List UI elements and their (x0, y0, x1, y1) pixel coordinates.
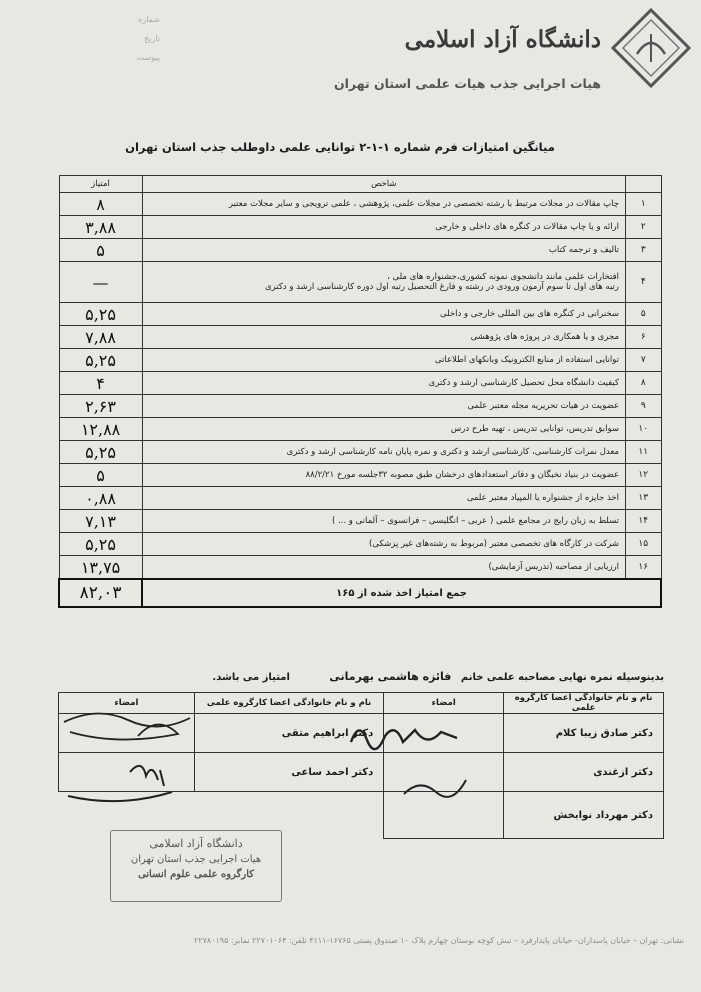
result-statement (60, 670, 664, 683)
university-name: دانشگاه آزاد اسلامی (404, 26, 601, 53)
table-row (59, 262, 661, 303)
university-logo-icon (607, 4, 695, 92)
row-score: ۵,۲۵ (59, 533, 142, 556)
header-num (626, 176, 661, 193)
score-table (58, 175, 662, 608)
row-criterion: عضویت در بنیاد نخبگان و دفاتر استعدادهای درخشان طبق مصوبه ۳۲جلسه مورخ ۸۸/۲/۲۱ (142, 464, 625, 487)
score-table-body (59, 193, 661, 608)
row-score: ۴ (59, 372, 142, 395)
row-criterion: کیفیت دانشگاه محل تحصیل کارشناسی ارشد و دکتری (142, 372, 625, 395)
stamp-line1: دانشگاه آزاد اسلامی (149, 837, 243, 850)
official-stamp (110, 830, 282, 902)
row-criterion: تسلط به زبان رایج در مجامع علمی ( عربی – انگلیسی – فرانسوی – آلمانی و ... ) (142, 510, 625, 533)
row-score: ۱۳,۷۵ (59, 556, 142, 580)
table-row (59, 216, 661, 239)
row-number: ۴ (626, 262, 661, 303)
row-number: ۲ (626, 216, 661, 239)
score-table-header (59, 176, 661, 193)
member-name: دکتر ابراهیم متقی (194, 714, 383, 753)
row-criterion: چاپ مقالات در مجلات مرتبط با رشته تخصصی در مجلات علمی، پژوهشی ، علمی ترویجی و سایر مجلات معتبر (142, 193, 625, 216)
table-row (59, 556, 661, 580)
row-criterion (142, 262, 625, 303)
header-name-right: نام و نام خانوادگی اعضا کارگروه علمی (504, 693, 664, 714)
candidate-name: فائزه هاشمی بهرمانی (329, 670, 452, 683)
row-score: ۷,۸۸ (59, 326, 142, 349)
row-score: ۰,۸۸ (59, 487, 142, 510)
footer-address: نشانی: تهران – خیابان پاسداران- خیابان پایدارفرد – نبش کوچه بوستان چهارم پلاک ۱۰ صندوق پستی ۱۶۷۶۵-۴۱۱۱ تلفن: ۲۲۷۰۱۰۶۴ نمابر: ۲۲۷۸۰۱۹۵ (194, 936, 684, 945)
member-name: دکتر ازغندی (504, 753, 664, 792)
document-meta (110, 10, 160, 67)
header-criterion: شاخص (142, 176, 625, 193)
member-name: دکتر احمد ساعی (194, 753, 383, 792)
meta-date: تاریخ (144, 34, 160, 43)
row-criterion: اخذ جایزه از جشنواره یا المپیاد معتبر علمی (142, 487, 625, 510)
header-score: امتیاز (59, 176, 142, 193)
row-criterion: تالیف و ترجمه کتاب (142, 239, 625, 262)
signature-3-icon (58, 706, 200, 752)
row-criterion: توانایی استفاده از منابع الکترونیک وبانکهای اطلاعاتی (142, 349, 625, 372)
table-row (59, 349, 661, 372)
result-suffix: امتیاز می باشد. (212, 672, 290, 683)
row-score: ۵ (59, 239, 142, 262)
total-score: ۸۲,۰۳ (59, 579, 142, 607)
table-row (59, 372, 661, 395)
row-score: ۵,۲۵ (59, 349, 142, 372)
meta-attachment: پیوست (136, 53, 160, 62)
table-row (59, 441, 661, 464)
result-prefix: بدینوسیله نمره نهایی مصاحبه علمی خانم (460, 672, 664, 683)
row-number: ۱۶ (626, 556, 661, 580)
table-row (59, 326, 661, 349)
member-name: دکتر صادق زیبا کلام (504, 714, 664, 753)
row-criterion: سوابق تدریس، توانایی تدریس ، تهیه طرح درس (142, 418, 625, 441)
header-sign-left: امضاء (59, 693, 195, 714)
row-number: ۱ (626, 193, 661, 216)
table-row (59, 464, 661, 487)
board-name: هیات اجرایی جذب هیات علمی استان تهران (333, 76, 601, 91)
stamp-line2: هیات اجرایی جذب استان تهران (130, 854, 262, 865)
table-row (59, 533, 661, 556)
row-score: ۷,۱۳ (59, 510, 142, 533)
table-row (59, 418, 661, 441)
row-number: ۹ (626, 395, 661, 418)
table-row (59, 239, 661, 262)
signature-2-icon (400, 772, 470, 802)
row-criterion: ارائه و یا چاپ مقالات در کنگره های داخلی و خارجی (142, 216, 625, 239)
row-criterion: شرکت در کارگاه های تخصصی معتبر (مربوط به رشته‌های غیر پزشکی) (142, 533, 625, 556)
row-score: ۱۲,۸۸ (59, 418, 142, 441)
signature-4-icon (60, 752, 190, 808)
header-sign-right: امضاء (384, 693, 504, 714)
row-score: ۲,۶۳ (59, 395, 142, 418)
row-score: ۵ (59, 464, 142, 487)
row-criterion-line1: افتخارات علمی مانند دانشجوی نمونه کشوری،جشنواره های ملی ، (387, 272, 620, 282)
signature-1-icon (345, 712, 465, 756)
row-number: ۱۲ (626, 464, 661, 487)
row-score: ۵,۲۵ (59, 441, 142, 464)
stamp-line3: کارگروه علمی علوم انسانی (137, 869, 255, 880)
table-row (59, 303, 661, 326)
table-row (59, 510, 661, 533)
member-name: دکتر مهرداد نوابخش (504, 792, 664, 839)
row-criterion: معدل نمرات کارشناسی، کارشناسی ارشد و دکتری و نمره پایان نامه کارشناسی ارشد و دکتری (142, 441, 625, 464)
row-number: ۷ (626, 349, 661, 372)
row-number: ۱۱ (626, 441, 661, 464)
row-criterion: عضویت در هیات تحریریه مجله معتبر علمی (142, 395, 625, 418)
row-number: ۶ (626, 326, 661, 349)
row-criterion: مجری و یا همکاری در پروژه های پژوهشی (142, 326, 625, 349)
row-criterion-line2: رتبه های اول تا سوم آزمون ورودی در رشته و فارغ التحصیل رتبه اول دوره کارشناسی ارشد و دکتری (264, 282, 620, 292)
document-title: میانگین امتیازات فرم شماره ۱-۱-۲ توانایی علمی داوطلب جذب استان تهران (125, 140, 555, 154)
meta-number: شماره (138, 15, 160, 24)
header-name-left: نام و نام خانوادگی اعضا کارگروه علمی (194, 693, 383, 714)
row-score: ۵,۲۵ (59, 303, 142, 326)
table-row (59, 193, 661, 216)
row-number: ۳ (626, 239, 661, 262)
row-number: ۸ (626, 372, 661, 395)
row-criterion: ارزیابی از مصاحبه (تدریس آزمایشی) (142, 556, 625, 580)
table-row (59, 395, 661, 418)
row-criterion: سخنرانی در کنگره های بین المللی خارجی و داخلی (142, 303, 625, 326)
total-label: جمع امتیاز اخذ شده از ۱۶۵ (142, 579, 661, 607)
total-row (59, 579, 661, 607)
row-score: ۸ (59, 193, 142, 216)
row-number: ۱۴ (626, 510, 661, 533)
row-number: ۱۳ (626, 487, 661, 510)
row-number: ۱۵ (626, 533, 661, 556)
row-number: ۱۰ (626, 418, 661, 441)
row-score: ۳,۸۸ (59, 216, 142, 239)
row-number: ۵ (626, 303, 661, 326)
row-score: — (59, 262, 142, 303)
table-row (59, 487, 661, 510)
